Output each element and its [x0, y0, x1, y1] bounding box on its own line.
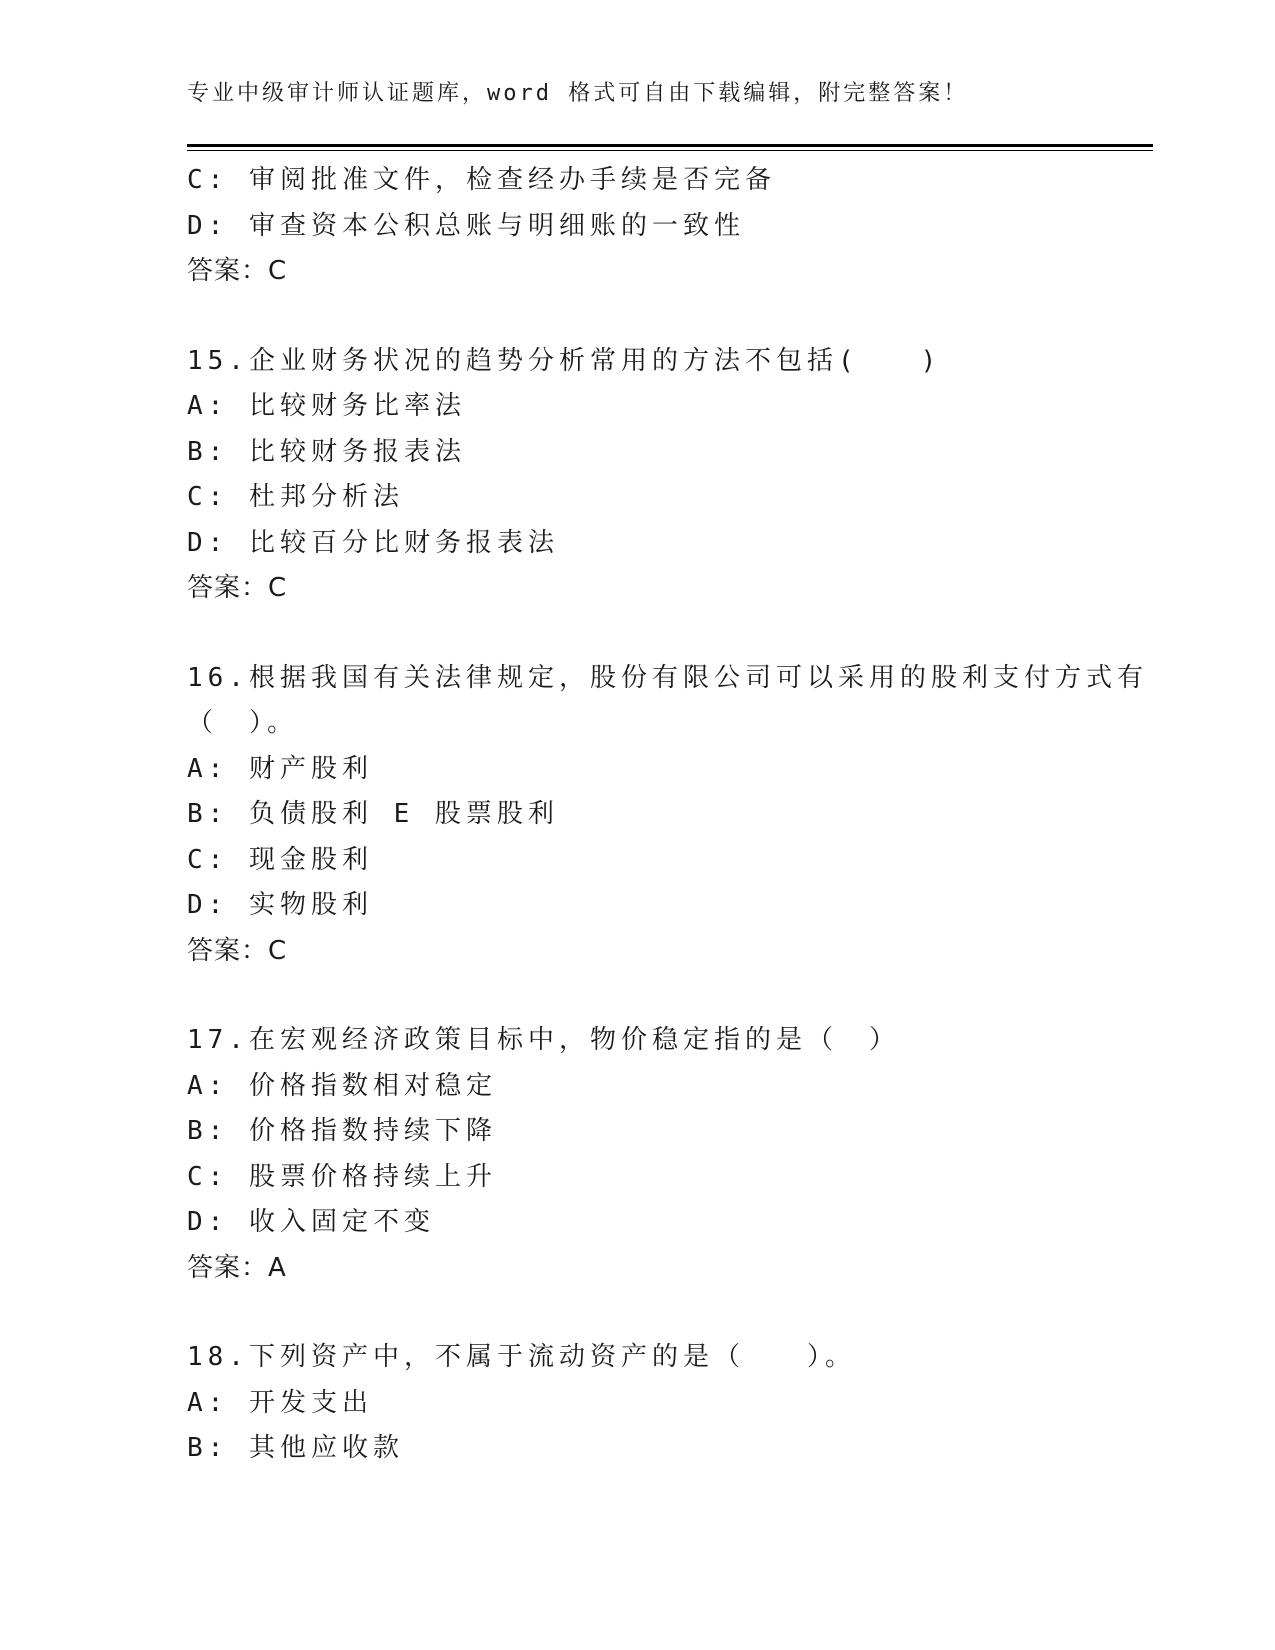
- option-d: D: 实物股利: [187, 890, 373, 920]
- question-stem: 17.在宏观经济政策目标中，物价稳定指的是（ ）: [187, 1025, 900, 1055]
- option-c: C: 审阅批准文件，检查经办手续是否完备: [187, 165, 776, 195]
- option-d: D: 收入固定不变: [187, 1207, 435, 1237]
- option-a: A: 财产股利: [187, 753, 373, 784]
- answer-line: 答案：A: [187, 1252, 287, 1283]
- question-18: [187, 1335, 1087, 1472]
- option-c: C: 现金股利: [187, 844, 373, 875]
- question-14-continuation: [187, 158, 1087, 295]
- option-b: B: 价格指数持续下降: [187, 1116, 497, 1146]
- question-stem-continued: （ ）。: [187, 708, 299, 738]
- option-a: A: 价格指数相对稳定: [187, 1070, 497, 1101]
- option-a: A: 开发支出: [187, 1387, 373, 1418]
- option-a: A: 比较财务比率法: [187, 391, 466, 421]
- option-b: B: 比较财务报表法: [187, 436, 466, 467]
- question-stem: 16.根据我国有关法律规定，股份有限公司可以采用的股利支付方式有: [187, 662, 1148, 693]
- question-stem: 18.下列资产中，不属于流动资产的是（ ）。: [187, 1342, 856, 1372]
- option-d: D: 比较百分比财务报表法: [187, 527, 559, 558]
- question-list: [187, 158, 1148, 1472]
- header-rule-thick: [187, 144, 1153, 147]
- question-15: [187, 339, 1087, 612]
- answer-line: 答案：C: [187, 935, 288, 966]
- question-17: [187, 1018, 1087, 1291]
- spacer: [187, 295, 1087, 339]
- header-rule-thin: [187, 150, 1153, 151]
- option-d: D: 审查资本公积总账与明细账的一致性: [187, 210, 745, 241]
- question-16: [187, 656, 1148, 975]
- option-c: C: 杜邦分析法: [187, 482, 404, 512]
- answer-line: 答案：C: [187, 256, 288, 286]
- spacer: [187, 974, 1087, 1018]
- option-c: C: 股票价格持续上升: [187, 1161, 497, 1192]
- spacer: [187, 612, 1087, 656]
- option-b: B: 负债股利 E 股票股利: [187, 799, 559, 829]
- option-b: B: 其他应收款: [187, 1433, 404, 1463]
- header-note: 专业中级审计师认证题库，word 格式可自由下载编辑，附完整答案！: [187, 81, 969, 106]
- question-stem: 15.企业财务状况的趋势分析常用的方法不包括( ): [187, 345, 942, 376]
- answer-line: 答案：C: [187, 573, 288, 603]
- spacer: [187, 1291, 1087, 1335]
